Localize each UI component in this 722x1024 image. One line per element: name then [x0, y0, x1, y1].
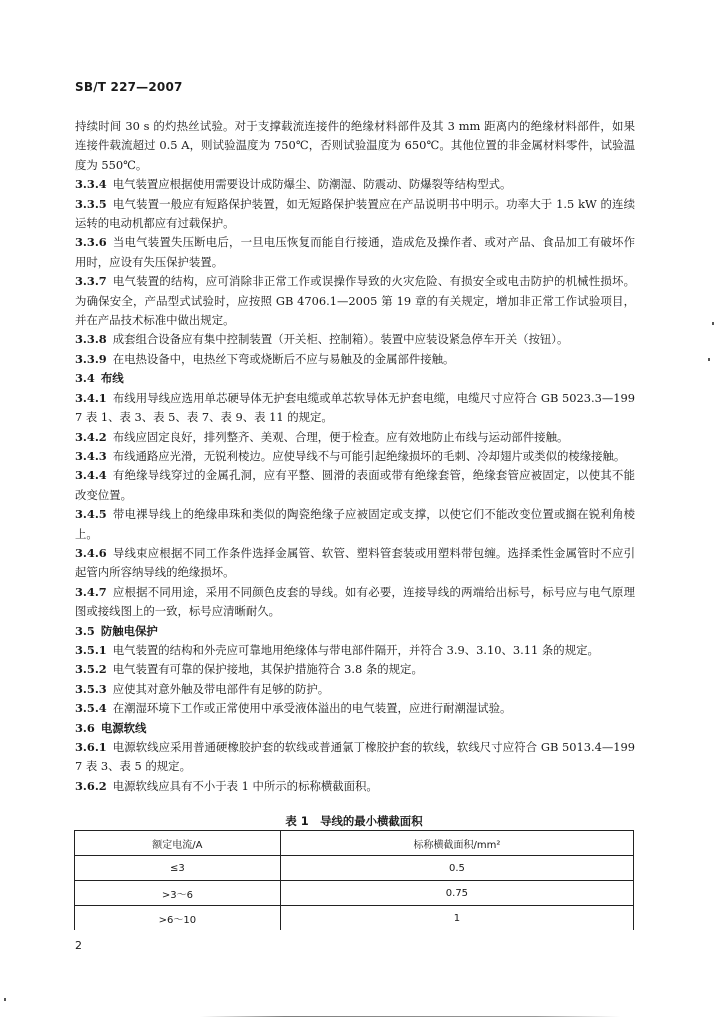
- cell-area: 0.5: [280, 856, 633, 881]
- section-title: 布线: [100, 371, 124, 386]
- document-body: [75, 117, 635, 796]
- section-title: 防触电保护: [100, 623, 158, 638]
- clause-number: 3.4: [75, 371, 95, 386]
- standard-code-header: SB/T 227—2007: [75, 80, 183, 94]
- clause-number: 3.6.1: [75, 740, 107, 754]
- cell-area: 0.75: [280, 881, 633, 906]
- clause-text: 在电热设备中，电热丝下弯或烧断后不应与易触及的金属部件接触。: [112, 351, 455, 366]
- cell-current: >6～10: [75, 906, 281, 931]
- clause-text: 电气装置应根据使用需要设计成防爆尘、防潮湿、防震动、防爆裂等结构型式。: [112, 177, 512, 192]
- clause-text: 布线用导线应选用单芯硬导体无护套电缆或单芯软导体无护套电缆，电缆尺寸应符合 GB 5023.3—1997 表 1、表 3、表 5、表 7、表 9、表 11 的规定。: [75, 390, 635, 425]
- clause-paragraph: [75, 447, 635, 466]
- clause-paragraph: [75, 466, 635, 505]
- clause-number: 3.4.4: [75, 468, 107, 483]
- clause-text: 电源软线应采用普通硬橡胶护套的软线或普通氯丁橡胶护套的软线，软线尺寸应符合 GB 5013.4—1997 表 3、表 5 的规定。: [75, 740, 635, 774]
- clause-number: 3.3.8: [75, 332, 107, 347]
- clause-text: 应根据不同用途，采用不同颜色皮套的导线。如有必要，连接导线的两端给出标号，标号应与电气原理图或接线图上的一致，标号应清晰耐久。: [75, 584, 635, 619]
- clause-paragraph: [75, 699, 635, 718]
- clause-paragraph: [75, 233, 635, 272]
- clause-number: 3.4.6: [75, 545, 107, 560]
- clause-text: 电气装置有可靠的保护接地，其保护措施符合 3.8 条的规定。: [112, 662, 423, 677]
- clause-number: 3.5: [75, 623, 95, 638]
- clause-number: 3.3.6: [75, 235, 107, 250]
- clause-text: 电气装置的结构，应可消除非正常工作或误操作导致的火灾危险、有损安全或电击防护的机械性损坏。为确保安全，产品型式试验时，应按照 GB 4706.1—2005 第 19 章的有关规定，增加非正常工作试验项目，并在产品技术标准中做出规定。: [75, 274, 635, 328]
- clause-paragraph: [75, 583, 635, 622]
- section-title: 电源软线: [100, 720, 147, 735]
- clause-number: 3.3.9: [75, 351, 107, 366]
- clause-number: 3.5.4: [75, 701, 107, 716]
- clause-paragraph: [75, 117, 635, 175]
- clause-number: 3.5.2: [75, 662, 107, 677]
- clause-paragraph: [75, 680, 635, 699]
- clause-paragraph: [75, 428, 635, 447]
- clause-number: 3.5.3: [75, 681, 107, 696]
- clause-text: 带电裸导线上的绝缘串珠和类似的陶瓷绝缘子应被固定或支撑，以使它们不能改变位置或搁在锐利角棱上。: [75, 507, 635, 541]
- clause-number: 3.3.7: [75, 274, 107, 289]
- clause-paragraph: [75, 777, 635, 796]
- clause-number: 3.4.2: [75, 429, 107, 444]
- clause-paragraph: [75, 544, 635, 583]
- clause-number: 3.6: [75, 720, 95, 735]
- clause-paragraph: [75, 505, 635, 544]
- scan-speck: [712, 322, 714, 325]
- clause-paragraph: [75, 350, 635, 369]
- clause-number: 3.4.7: [75, 584, 107, 599]
- clause-text: 电气装置一般应有短路保护装置，如无短路保护装置应在产品说明书中明示。功率大于 1.5 kW 的连续运转的电动机都应有过载保护。: [75, 196, 635, 231]
- clause-paragraph: [75, 641, 635, 660]
- header-rated-current: 额定电流/A: [75, 831, 281, 856]
- clause-number: 3.6.2: [75, 778, 107, 793]
- clause-text: 有绝缘导线穿过的金属孔洞，应有平整、圆滑的表面或带有绝缘套管，绝缘套管应被固定，以使其不能改变位置。: [75, 468, 635, 502]
- section-heading: [75, 369, 635, 388]
- clause-number: 3.3.5: [75, 196, 107, 211]
- page-number: 2: [75, 939, 82, 952]
- scan-edge-line: [200, 1016, 620, 1017]
- clause-paragraph: [75, 195, 635, 234]
- scan-speck: [708, 358, 710, 361]
- clause-text: 持续时间 30 s 的灼热丝试验。对于支撑载流连接件的绝缘材料部件及其 3 mm 距离内的绝缘材料部件，如果连接件载流超过 0.5 A，则试验温度为 750℃，否则试验温度为 650℃。其他位置的非金属材料零件，试验温度为 550℃。: [75, 119, 635, 172]
- clause-text: 导线束应根据不同工作条件选择金属管、软管、塑料管套装或用塑料带包缠。选择柔性金属管时不应引起管内所容纳导线的绝缘损坏。: [75, 545, 635, 580]
- clause-number: 3.3.4: [75, 177, 107, 192]
- min-cross-section-table: [74, 830, 634, 930]
- clause-text: 成套组合设备应有集中控制装置（开关柜、控制箱）。装置中应装设紧急停车开关（按钮）。: [112, 332, 569, 347]
- table-caption: 表 1 导线的最小横截面积: [285, 814, 423, 828]
- clause-text: 在潮湿环境下工作或正常使用中承受液体溢出的电气装置，应进行耐潮湿试验。: [112, 701, 512, 716]
- clause-number: 3.4.5: [75, 507, 107, 522]
- clause-paragraph: [75, 175, 635, 194]
- table-row: [75, 856, 634, 881]
- section-heading: [75, 719, 635, 738]
- table-row: [75, 881, 634, 906]
- clause-text: 布线通路应光滑，无锐利棱边。应使导线不与可能引起绝缘损坏的毛刺、冷却翅片或类似的棱缘接触。: [112, 448, 626, 463]
- section-heading: [75, 622, 635, 641]
- clause-paragraph: [75, 272, 635, 330]
- clause-number: 3.5.1: [75, 642, 107, 657]
- table-row: [75, 906, 634, 931]
- cell-area: 1: [280, 906, 633, 931]
- clause-text: 当电气装置失压断电后，一旦电压恢复而能自行接通，造成危及操作者、或对产品、食品加工有破坏作用时，应设有失压保护装置。: [75, 235, 635, 269]
- clause-text: 应使其对意外触及带电部件有足够的防护。: [112, 681, 330, 696]
- clause-paragraph: [75, 389, 635, 428]
- cell-current: >3～6: [75, 881, 281, 906]
- clause-text: 电源软线应具有不小于表 1 中所示的标称横截面积。: [112, 778, 378, 793]
- header-cross-section: 标称横截面积/mm²: [280, 831, 633, 856]
- clause-number: 3.4.3: [75, 448, 107, 463]
- clause-paragraph: [75, 330, 635, 349]
- scan-speck: [4, 998, 6, 1001]
- cell-current: ≤3: [75, 856, 281, 881]
- clause-number: 3.4.1: [75, 390, 107, 405]
- clause-paragraph: [75, 660, 635, 679]
- clause-text: 电气装置的结构和外壳应可靠地用绝缘体与带电部件隔开，并符合 3.9、3.10、3.11 条的规定。: [112, 642, 599, 657]
- clause-paragraph: [75, 738, 635, 777]
- table-header-row: [75, 831, 634, 856]
- clause-text: 布线应固定良好，排列整齐、美观、合理，便于检查。应有效地防止布线与运动部件接触。: [112, 429, 569, 444]
